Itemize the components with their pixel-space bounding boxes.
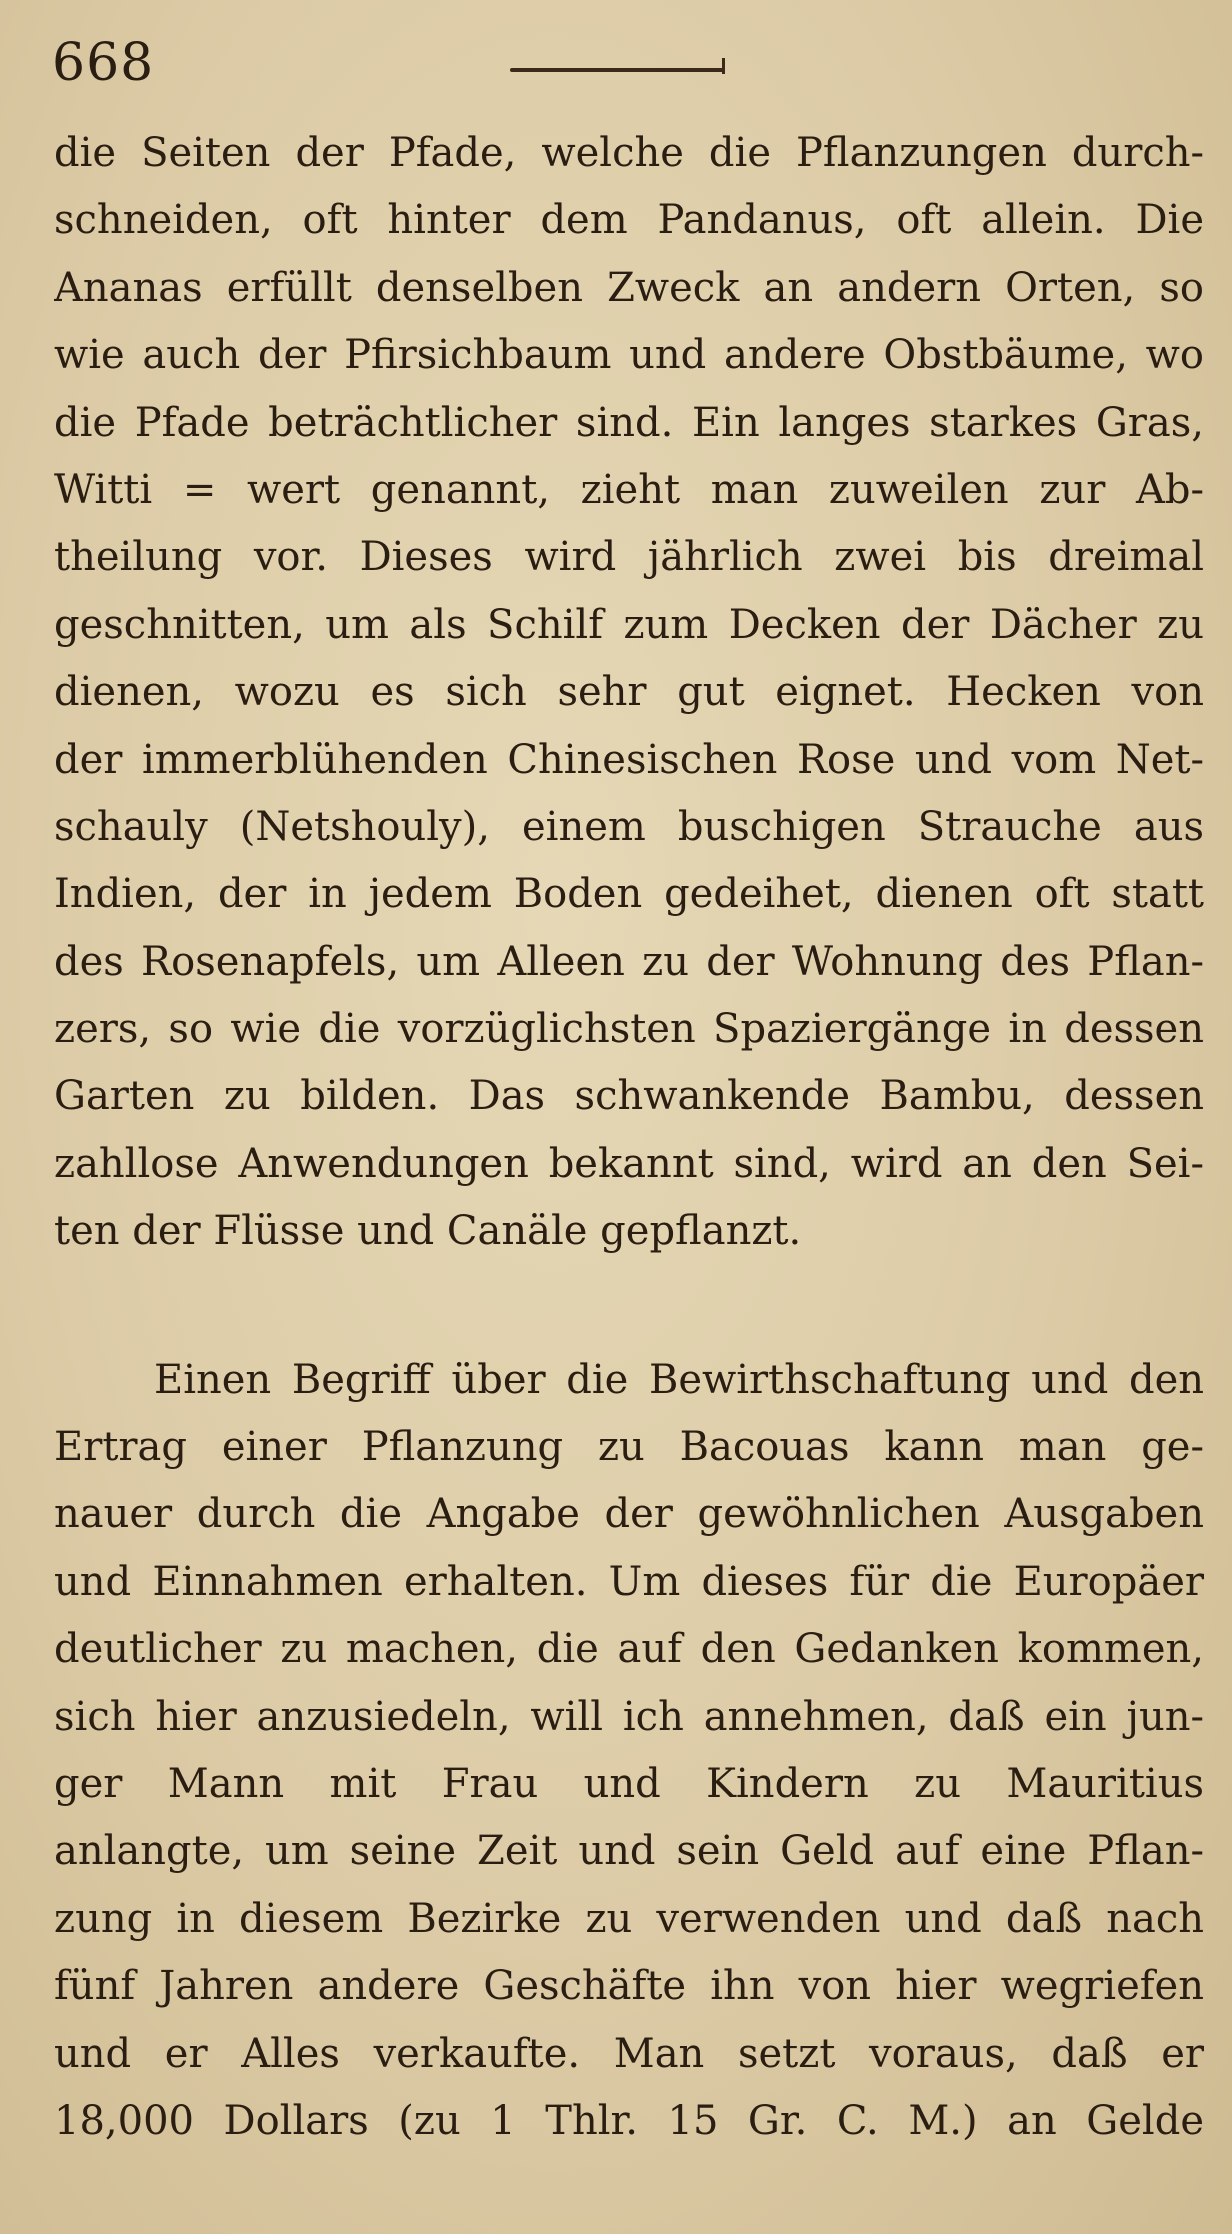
text-line: 18,000 Dollars (zu 1 Thlr. 15 Gr. C. M.) an Gelde (54, 2097, 1204, 2144)
text-line: fünf Jahren andere Geschäfte ihn von hier wegriefen (54, 1963, 1204, 2010)
text-line: Ananas erfüllt denselben Zweck an andern Orten, so (54, 264, 1204, 311)
text-line: sich hier anzusiedeln, will ich annehmen, daß ein jun- (54, 1693, 1204, 1740)
text-line: wie auch der Pfirsichbaum und andere Obstbäume, wo (54, 332, 1204, 379)
text-line: ten der Flüsse und Canäle gepflanzt. (54, 1208, 802, 1255)
text-line: deutlicher zu machen, die auf den Gedanken kommen, (54, 1626, 1204, 1673)
paragraph-gap (54, 1266, 1204, 1347)
text-line: zahllose Anwendungen bekannt sind, wird an den Sei- (54, 1140, 1204, 1187)
text-line: Ertrag einer Pflanzung zu Bacouas kann man ge- (54, 1424, 1204, 1471)
text-line: Einen Begriff über die Bewirthschaftung und den (154, 1356, 1204, 1403)
paragraph-1 (54, 120, 1204, 1266)
text-line: die Seiten der Pfade, welche die Pflanzungen durch- (54, 130, 1204, 176)
text-line: schneiden, oft hinter dem Pandanus, oft allein. Die (54, 197, 1204, 244)
text-line: theilung vor. Dieses wird jährlich zwei bis dreimal (54, 534, 1204, 581)
text-line: nauer durch die Angabe der gewöhnlichen Ausgaben (54, 1491, 1204, 1538)
text-line: Witti = wert genannt, zieht man zuweilen zur Ab- (54, 466, 1204, 513)
text-line: geschnitten, um als Schilf zum Decken der Dächer zu (54, 601, 1204, 648)
paragraph-2 (54, 1347, 1204, 2156)
text-line: und er Alles verkaufte. Man setzt voraus, daß er (54, 2030, 1204, 2077)
header-rule (510, 68, 725, 72)
page-number: 668 (52, 33, 155, 93)
body-text (54, 120, 1204, 2155)
page-header (52, 28, 1202, 98)
text-line: des Rosenapfels, um Alleen zu der Wohnung des Pflan- (54, 938, 1204, 985)
text-line: Indien, der in jedem Boden gedeihet, dienen oft statt (54, 871, 1204, 918)
text-line: und Einnahmen erhalten. Um dieses für die Europäer (54, 1558, 1204, 1605)
text-line: anlangte, um seine Zeit und sein Geld auf eine Pflan- (54, 1828, 1204, 1875)
text-line: Garten zu bilden. Das schwankende Bambu, dessen (54, 1073, 1204, 1120)
text-line: zers, so wie die vorzüglichsten Spaziergänge in dessen (54, 1006, 1204, 1053)
text-line: dienen, wozu es sich sehr gut eignet. Hecken von (54, 669, 1204, 716)
text-line: schauly (Netshouly), einem buschigen Strauche aus (54, 803, 1204, 850)
text-line: die Pfade beträchtlicher sind. Ein langes starkes Gras, (54, 399, 1204, 446)
header-rule-tick (722, 58, 725, 74)
text-line: ger Mann mit Frau und Kindern zu Mauritius (54, 1760, 1204, 1807)
text-line: der immerblühenden Chinesischen Rose und vom Net- (54, 736, 1204, 783)
text-line: zung in diesem Bezirke zu verwenden und daß nach (54, 1895, 1204, 1942)
